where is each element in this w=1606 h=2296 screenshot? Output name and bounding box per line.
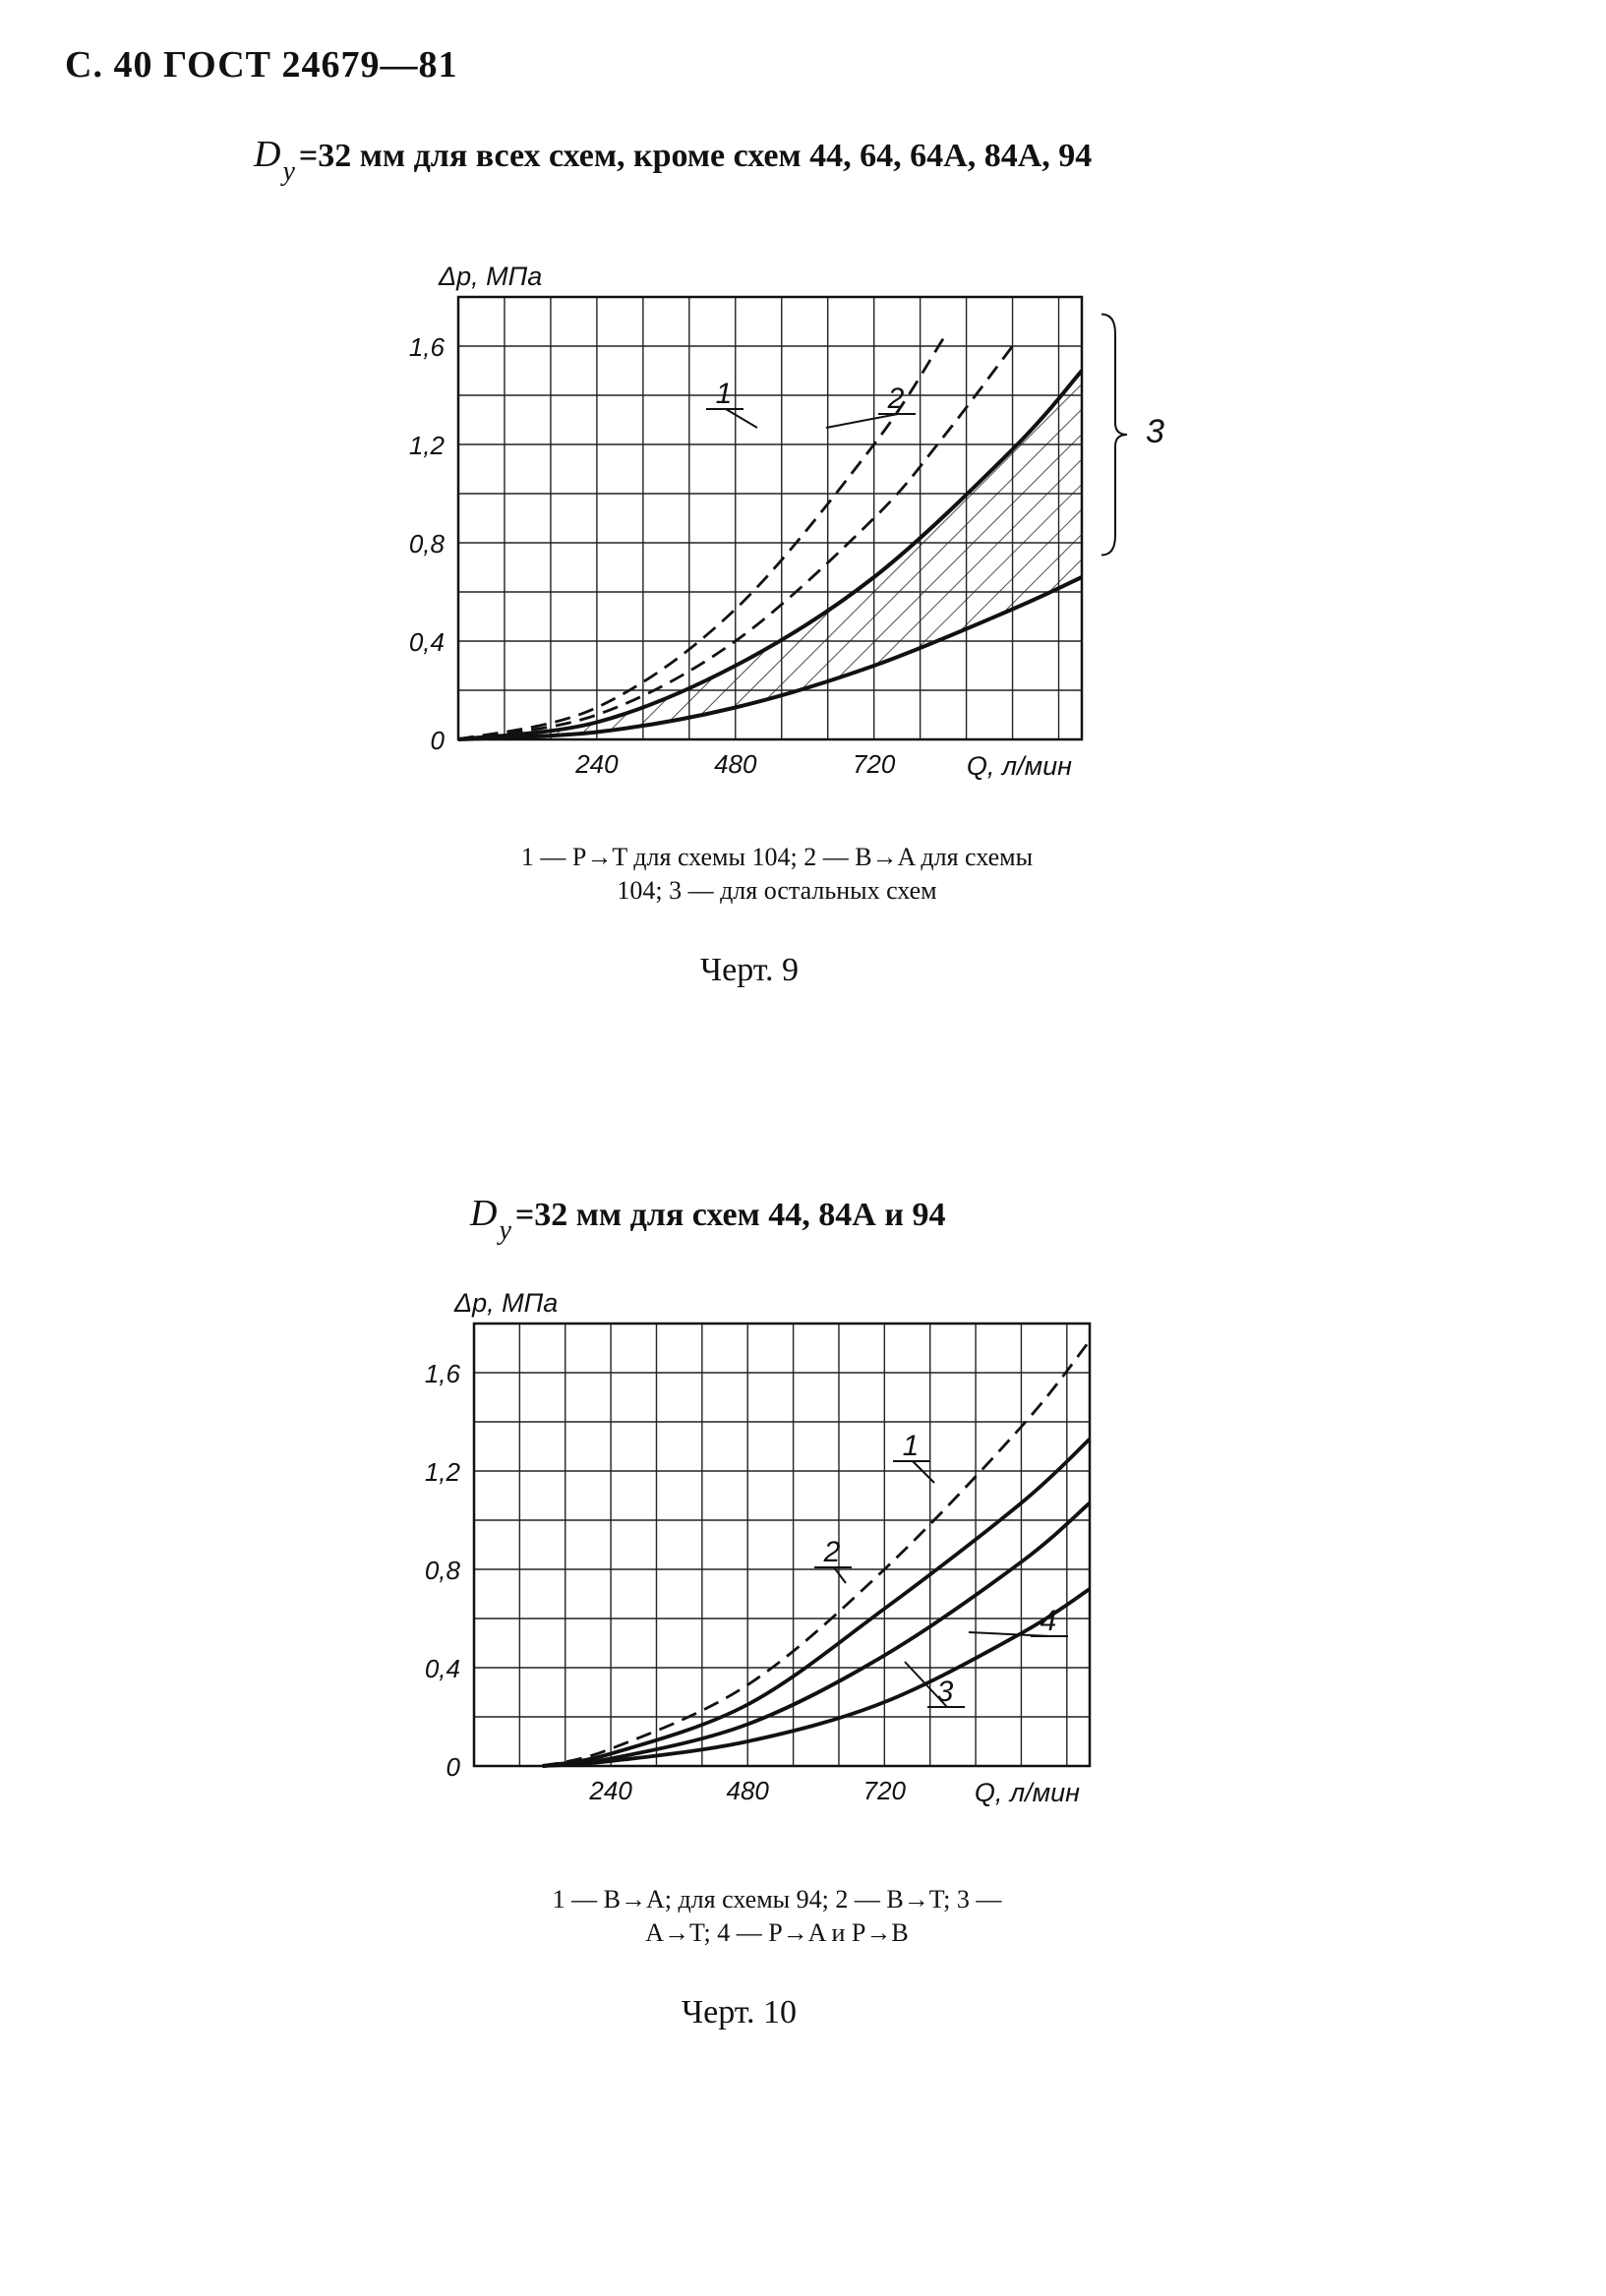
figure-9-title-text: =32 мм для всех схем, кроме схем 44, 64, 64А, 84А, 94 xyxy=(298,138,1093,174)
curve-annotation-label: 1 xyxy=(715,378,733,410)
series-1-line xyxy=(458,339,943,740)
plot-frame xyxy=(474,1324,1090,1766)
annotation-leader-line xyxy=(726,409,757,428)
band-brace xyxy=(1101,315,1127,556)
y-axis-label: Δp, МПа xyxy=(454,1288,559,1318)
series-3-band-fill xyxy=(458,371,1082,739)
y-axis-label: Δp, МПа xyxy=(439,262,543,291)
curve-annotation-label: 2 xyxy=(887,383,905,415)
series-1-line xyxy=(543,1341,1090,1767)
curve-annotation-label: 2 xyxy=(823,1536,841,1568)
x-axis-label: Q, л/мин xyxy=(966,751,1072,781)
x-tick-label: 720 xyxy=(852,749,896,779)
y-tick-label: 1,6 xyxy=(424,1359,460,1388)
figure-10-chart xyxy=(393,1288,1180,1839)
figure-10-title-text: =32 мм для схем 44, 84А и 94 xyxy=(514,1197,946,1233)
figure-9-label: Черт. 9 xyxy=(700,952,800,988)
figure-9-caption xyxy=(423,841,1131,908)
figure-9-caption-line2: 104; 3 — для остальных схем xyxy=(617,876,937,905)
y-tick-label: 0,4 xyxy=(408,627,445,657)
y-tick-label: 0,8 xyxy=(424,1556,460,1585)
y-tick-label: 1,2 xyxy=(424,1457,460,1487)
y-tick-label: 1,2 xyxy=(408,431,445,460)
x-tick-label: 480 xyxy=(714,749,757,779)
figure-9-title xyxy=(254,133,1093,187)
x-tick-label: 240 xyxy=(575,749,619,779)
figure-9-title-symbol: D xyxy=(254,134,281,175)
y-tick-label: 0,4 xyxy=(424,1654,460,1683)
series-4-line xyxy=(543,1589,1090,1766)
figure-10-title xyxy=(470,1192,946,1246)
y-tick-label: 1,6 xyxy=(408,332,445,362)
y-tick-label: 0 xyxy=(446,1752,460,1782)
x-tick-label: 240 xyxy=(589,1776,632,1805)
page-header: С. 40 ГОСТ 24679—81 xyxy=(65,44,458,86)
figure-10-title-subscript: у xyxy=(499,1215,511,1246)
x-axis-label: Q, л/мин xyxy=(974,1778,1080,1807)
figure-9-caption-line1: 1 — P→T для схемы 104; 2 — B→A для схемы xyxy=(520,843,1034,871)
figure-10-caption-line1: 1 — B→A; для схемы 94; 2 — B→T; 3 — xyxy=(552,1885,1002,1913)
y-tick-label: 0,8 xyxy=(408,529,445,559)
y-tick-label: 0 xyxy=(430,726,445,755)
curve-annotation-label: 3 xyxy=(1146,413,1164,450)
figure-10-caption xyxy=(423,1883,1131,1950)
figure-9-title-subscript: у xyxy=(282,156,295,187)
figure-10-label: Черт. 10 xyxy=(682,1994,798,2031)
x-tick-label: 480 xyxy=(726,1776,769,1805)
figure-9-chart xyxy=(393,246,1180,796)
annotation-leader-line xyxy=(913,1461,934,1483)
x-tick-label: 720 xyxy=(862,1776,907,1805)
curve-annotation-label: 1 xyxy=(902,1430,920,1462)
curve-annotation-label: 4 xyxy=(1040,1605,1057,1637)
curve-annotation-label: 3 xyxy=(936,1676,954,1708)
figure-10-caption-line2: A→T; 4 — P→A и P→B xyxy=(645,1918,909,1947)
figure-10-title-symbol: D xyxy=(470,1193,498,1234)
